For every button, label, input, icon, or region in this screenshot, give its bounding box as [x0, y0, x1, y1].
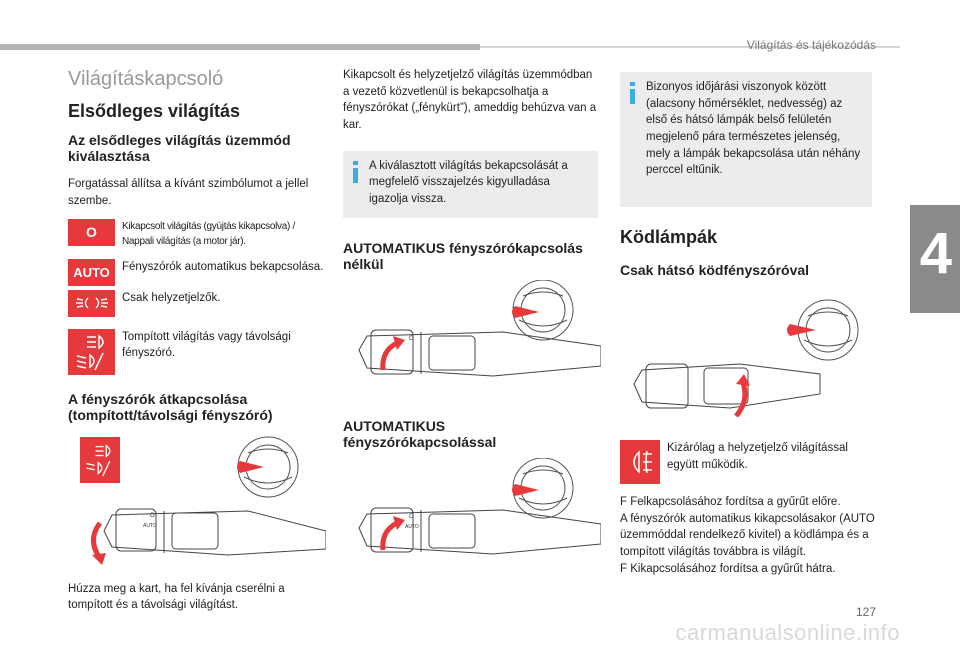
- stalk-drawing: [343, 458, 601, 588]
- mode-label-sidelights: Csak helyzetjelzők.: [122, 291, 221, 304]
- flash-text: Kikapcsolt és helyzetjelző világítás üzemmódban a vezető közvetlenül is bekapcsolhatja a fényszórókat („fénykürt”), ameddig behúzva van a kar.: [343, 69, 597, 132]
- section-title: Világításkapcsoló: [68, 68, 224, 90]
- heading-primary-lighting: Elsődleges világítás: [68, 101, 241, 121]
- header-bar: [0, 44, 480, 50]
- sidelights-icon: [68, 290, 115, 317]
- mode-label-auto: Fényszórók automatikus bekapcsolása.: [122, 260, 324, 273]
- svg-text:O: O: [409, 514, 414, 521]
- info-text: A kiválasztott világítás bekapcsolását a megfelelő visszajelzés kigyulladása igazolja vissza.: [369, 159, 568, 206]
- beam-switch-text: Húzza meg a kart, ha fel kívánja cserélni a tompított és a távolsági világítást.: [68, 582, 285, 612]
- subheading-rear-fog: Csak hátsó ködfényszóróval: [620, 262, 810, 279]
- mode-row-beam: [68, 329, 326, 375]
- rear-fog-icon: [620, 440, 660, 484]
- fog-label: Kizárólag a helyzetjelző világítással együtt működik.: [667, 442, 848, 471]
- column-3: [620, 60, 878, 577]
- svg-text:O: O: [150, 512, 155, 519]
- auto-icon: AUTO: [68, 259, 115, 286]
- stalk-drawing: [343, 280, 601, 410]
- heading-with-auto: AUTOMATIKUS fényszórókapcsolással: [343, 417, 497, 450]
- svg-text:O: O: [409, 335, 414, 342]
- mode-label-beam: Tompított világítás vagy távolsági fényszóró.: [122, 330, 291, 360]
- instruction-on: F Felkapcsolásához fordítsa a gyűrűt előre.: [620, 496, 841, 509]
- heading-without-auto: AUTOMATIKUS fényszórókapcsolás nélkül: [343, 239, 583, 272]
- info-icon: [628, 82, 638, 104]
- mode-row-off: [68, 219, 326, 249]
- intro-text: Forgatással állítsa a kívánt szimbólumot a jellel szembe.: [68, 178, 309, 207]
- heading-fog-lamps: Ködlámpák: [620, 227, 718, 248]
- info-box-condensation: [620, 72, 872, 207]
- svg-text:AUTO: AUTO: [143, 522, 157, 529]
- dipped-main-beam-icon: [68, 329, 115, 375]
- stalk-drawing: [620, 284, 878, 424]
- column-1: [68, 60, 326, 614]
- mode-row-auto: [68, 259, 326, 286]
- stalk-illustration-3: [343, 458, 601, 588]
- column-2: [343, 60, 601, 588]
- stalk-drawing: [68, 431, 326, 571]
- off-icon: O: [68, 219, 115, 246]
- mode-label-off: Kikapcsolt világítás (gyújtás kikapcsolva) / Nappali világítás (a motor jár).: [122, 220, 295, 247]
- info-icon: [351, 161, 361, 183]
- subheading-beam-switch: A fényszórók átkapcsolása (tompított/távolsági fényszóró): [68, 390, 273, 423]
- subheading-mode-select: Az elsődleges világítás üzemmód kiválasztása: [68, 132, 291, 165]
- fog-instructions: [620, 494, 878, 577]
- svg-text:AUTO: AUTO: [405, 524, 419, 531]
- instruction-auto: A fényszórók automatikus kikapcsolásakor (AUTO üzemmóddal rendelkező kivitel) a ködlámpa és a tompított világítás továbbra is világít.: [620, 512, 875, 559]
- stalk-illustration-1: [68, 431, 326, 571]
- stalk-illustration-4: [620, 284, 878, 424]
- chapter-number: 4: [919, 221, 952, 286]
- running-header: Világítás és tájékozódás: [746, 38, 876, 52]
- page-number: 127: [855, 605, 876, 619]
- stalk-illustration-2: [343, 280, 601, 410]
- info-box-indicator: [343, 151, 598, 218]
- mode-row-sidelights: [68, 290, 326, 317]
- condensation-text: Bizonyos időjárási viszonyok között (alacsony hőmérséklet, nedvesség) az első és hátsó lámpák belső felületén megjelenő pára természetes jelenség, mely a lámpák bekapcsolása után néhány perccel eltűnik.: [646, 81, 861, 177]
- watermark: carmanualsonline.info: [675, 620, 900, 645]
- instruction-off: F Kikapcsolásához fordítsa a gyűrűt hátra.: [620, 562, 836, 575]
- fog-row: [620, 440, 878, 484]
